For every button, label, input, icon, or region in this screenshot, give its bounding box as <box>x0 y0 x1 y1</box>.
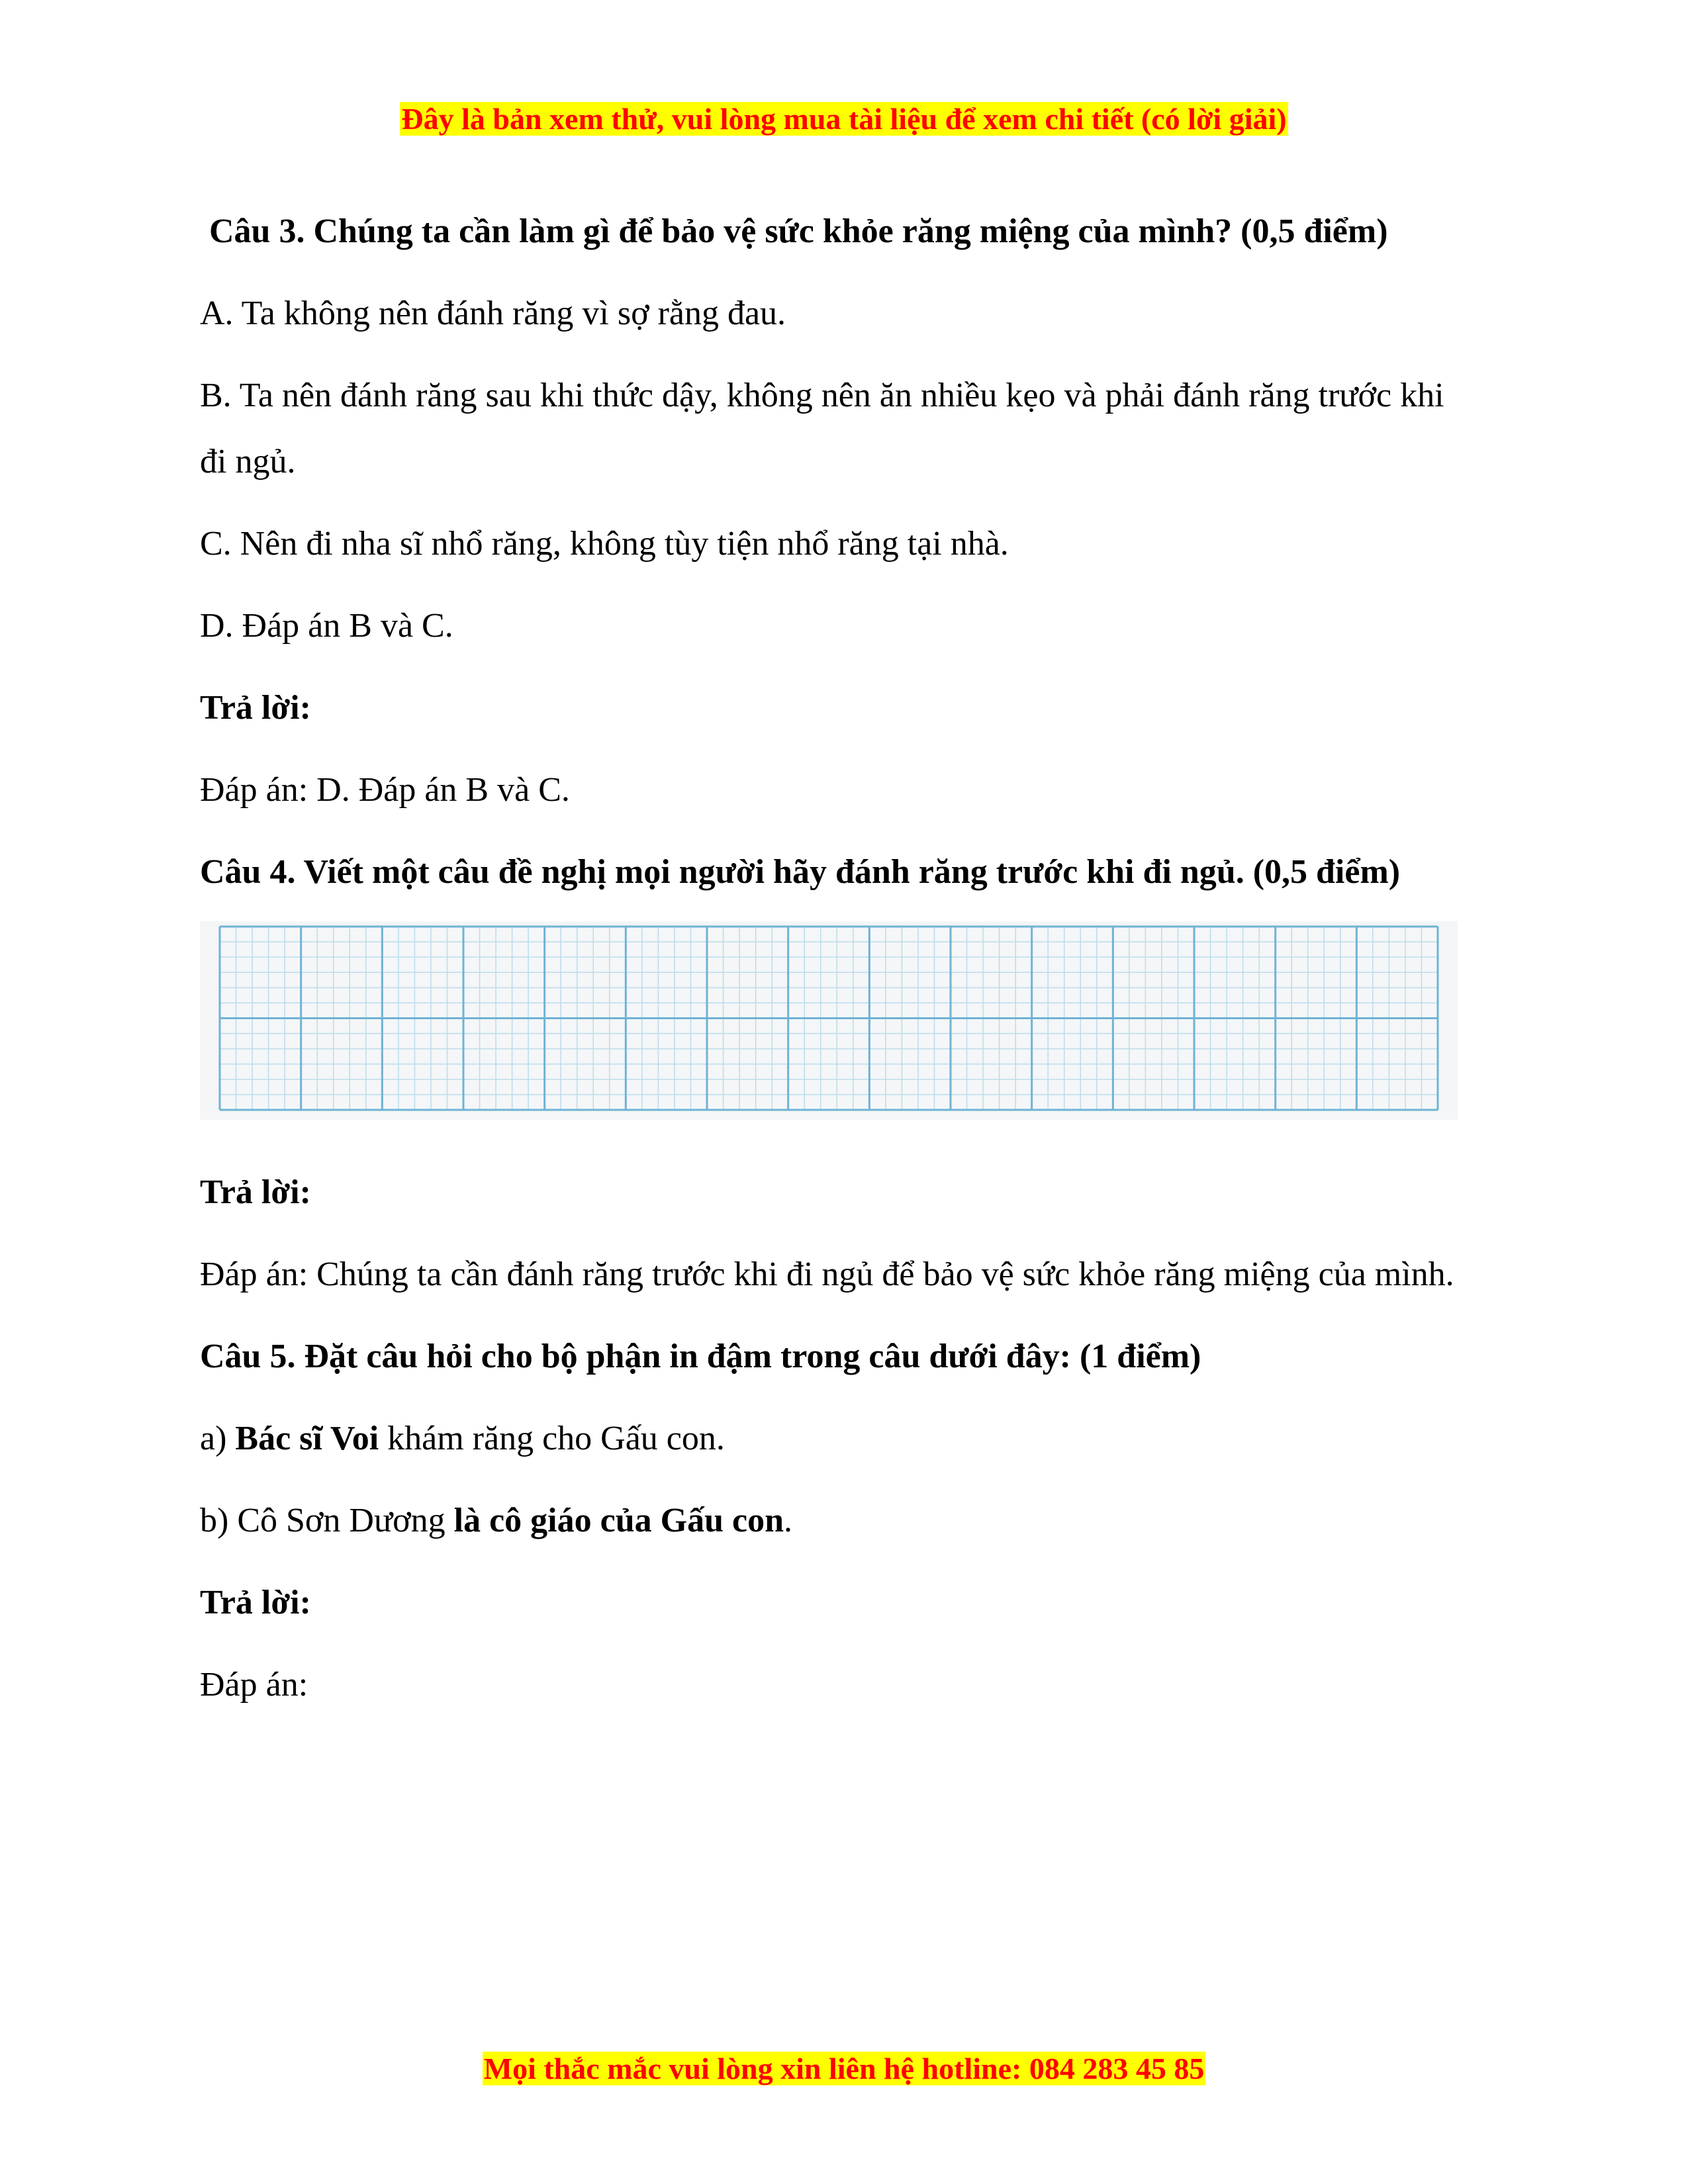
item-b-suffix: . <box>784 1502 792 1539</box>
hotline-banner <box>0 2050 1688 2087</box>
question-5-title: Câu 5. Đặt câu hỏi cho bộ phận in đậm trong câu dưới đây: (1 điểm) <box>200 1338 1201 1375</box>
question-3-answer: Đáp án: D. Đáp án B và C. <box>200 771 570 809</box>
question-5-answer: Đáp án: <box>200 1666 308 1704</box>
item-a-bold-part: Bác sĩ Voi <box>235 1420 379 1457</box>
preview-notice-text: Đây là bản xem thử, vui lòng mua tài liệu để xem chi tiết (có lời giải) <box>401 102 1287 136</box>
item-b-bold-part: là cô giáo của Gấu con <box>453 1502 784 1539</box>
question-5-item-b <box>200 1488 1471 1554</box>
question-4-title: Câu 4. Viết một câu đề nghị mọi người hãy đánh răng trước khi đi ngủ. (0,5 điểm) <box>200 853 1401 891</box>
question-3-option-b: B. Ta nên đánh răng sau khi thức dậy, không nên ăn nhiều kẹo và phải đánh răng trước khi đi ngủ. <box>200 377 1444 480</box>
question-5-item-a <box>200 1406 1471 1472</box>
item-b-prefix: b) Cô Sơn Dương <box>200 1502 454 1539</box>
item-a-prefix: a) <box>200 1420 236 1457</box>
question-4-answer-label: Trả lời: <box>200 1173 311 1211</box>
question-3-title: Câu 3. Chúng ta cần làm gì để bảo vệ sức khỏe răng miệng của mình? (0,5 điểm) <box>209 212 1388 250</box>
question-3-option-d: D. Đáp án B và C. <box>200 607 453 645</box>
item-a-suffix: khám răng cho Gấu con. <box>379 1420 725 1457</box>
question-3-option-c: C. Nên đi nha sĩ nhổ răng, không tùy tiện nhổ răng tại nhà. <box>200 525 1009 563</box>
question-5-answer-label: Trả lời: <box>200 1584 311 1621</box>
question-4-answer: Đáp án: Chúng ta cần đánh răng trước khi đi ngủ để bảo vệ sức khỏe răng miệng của mình. <box>200 1255 1454 1293</box>
handwriting-practice-grid <box>200 921 1458 1120</box>
grid-paper-background <box>200 921 1458 1120</box>
question-3-answer-label: Trả lời: <box>200 689 311 727</box>
document-body <box>200 199 1471 1734</box>
question-3-option-a: A. Ta không nên đánh răng vì sợ rằng đau. <box>200 295 786 332</box>
preview-notice-banner <box>0 101 1688 138</box>
hotline-text: Mọi thắc mắc vui lòng xin liên hệ hotline: 084 283 45 85 <box>483 2052 1205 2085</box>
